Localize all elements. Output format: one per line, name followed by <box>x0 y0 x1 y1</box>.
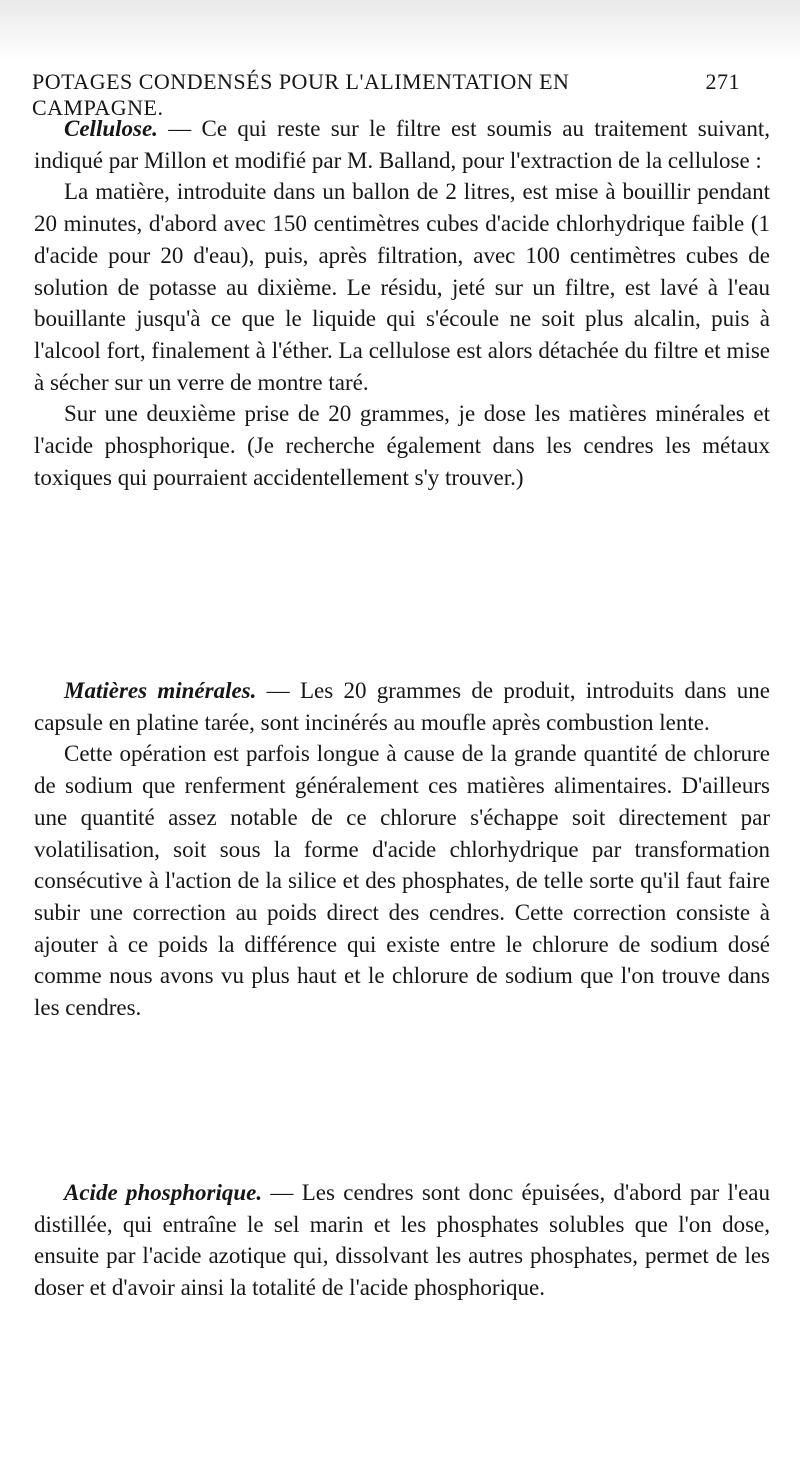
page-header <box>32 69 740 120</box>
phosphorique-section <box>34 1177 770 1304</box>
minerales-text-1: — Les 20 grammes de produit, introduits dans une capsule en platine tarée, sont incinérés au moufle après combustion lente. <box>34 678 770 735</box>
running-title: POTAGES CONDENSÉS POUR L'ALIMENTATION EN CAMPAGNE. <box>32 69 570 120</box>
cellulose-paragraph-3: Sur une deuxième prise de 20 grammes, je dose les matières minérales et l'acide phosphorique. (Je recherche également dans les cendres les métaux toxiques qui pourraient accidentellement s'y trouver.) <box>34 401 770 490</box>
phosphorique-text-1: — Les cendres sont donc épuisées, d'abord par l'eau distillée, qui entraîne le sel marin et les phosphates solubles que l'on dose, ensuite par l'acide azotique qui, dissolvant les autres phosphates, permet de les doser et d'avoir ainsi la totalité de l'acide phosphorique. <box>34 1180 770 1301</box>
minerales-paragraph-1 <box>34 675 770 738</box>
cellulose-text-1: — Ce qui reste sur le filtre est soumis au traitement suivant, indiqué par Millon et modifié par M. Balland, pour l'extraction de la cellulose : <box>34 116 770 173</box>
cellulose-paragraph-1 <box>34 113 770 176</box>
cellulose-paragraph-2: La matière, introduite dans un ballon de 2 litres, est mise à bouillir pendant 20 minutes, d'abord avec 150 centimètres cubes d'acide chlorhydrique faible (1 d'acide pour 20 d'eau), puis, après filtration, avec 100 centimètres cubes de solution de potasse au dixième. Le résidu, jeté sur un filtre, est lavé à l'eau bouillante jusqu'à ce que le liquide qui s'écoule ne soit plus alcalin, puis à l'alcool fort, finalement à l'éther. La cellulose est alors détachée du filtre et mise à sécher sur un verre de montre taré. <box>34 179 770 395</box>
minerales-paragraph-2: Cette opération est parfois longue à cause de la grande quantité de chlorure de sodium que renferment généralement ces matières alimentaires. D'ailleurs une quantité assez notable de ce chlorure s'échappe soit directement par volatilisation, soit sous la forme d'acide chlorhydrique par transformation consécutive à l'action de la silice et des phosphates, de telle sorte qu'il faut faire subir une correction au poids direct des cendres. Cette correction consiste à ajouter à ce poids la différence qui existe entre le chlorure de sodium dosé comme nous avons vu plus haut et le chlorure de sodium que l'on trouve dans les cendres. <box>34 741 770 1021</box>
page-number: 271 <box>705 69 740 94</box>
minerales-section <box>34 675 770 1024</box>
scan-edge-shading <box>0 0 800 60</box>
phosphorique-paragraph-1 <box>34 1177 770 1304</box>
cellulose-section <box>34 113 770 493</box>
cellulose-heading: Cellulose. <box>64 116 158 141</box>
phosphorique-heading: Acide phosphorique. <box>64 1180 263 1205</box>
minerales-heading: Matières minérales. <box>64 678 257 703</box>
